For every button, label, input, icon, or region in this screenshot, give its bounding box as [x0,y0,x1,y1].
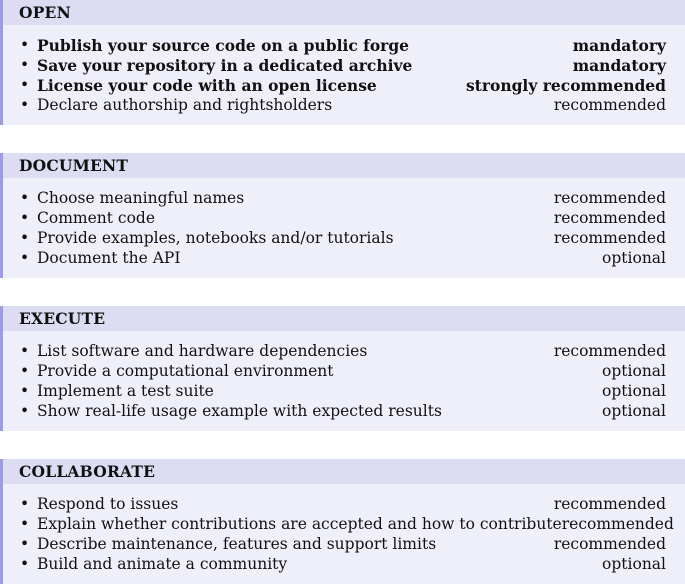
bullet-icon: • [20,535,30,553]
section-list [3,25,685,125]
list-item [3,55,685,75]
requirement-level: mandatory [572,35,666,55]
requirement-level: optional [602,382,666,400]
list-item [3,75,685,95]
bullet-icon: • [20,555,30,573]
section-open [0,0,685,125]
bullet-icon: • [20,96,30,114]
list-item [3,361,685,381]
list-item [3,208,685,228]
requirement-level: recommended [553,96,666,114]
list-item [3,401,685,421]
item-text: Implement a test suite [37,382,214,400]
bullet-icon: • [20,76,30,94]
requirement-level: recommended [553,342,666,360]
item-text: Publish your source code on a public forge [37,35,410,55]
bullet-icon: • [20,515,30,533]
list-item [3,248,685,268]
item-text: Declare authorship and rightsholders [37,96,333,114]
list-item [3,494,685,514]
requirement-level: strongly recommended [465,75,666,95]
list-item [3,35,685,55]
item-text: Provide a computational environment [37,362,334,380]
requirement-level: recommended [553,495,666,513]
item-text: List software and hardware dependencies [37,342,368,360]
section-title: EXECUTE [3,306,685,331]
item-text: Explain whether contributions are accepted and how to contribute [37,515,562,533]
list-item [3,514,685,534]
list-item [3,534,685,554]
requirement-level: optional [602,402,666,420]
section-title: DOCUMENT [3,153,685,178]
bullet-icon: • [20,342,30,360]
section-list [3,484,685,584]
section-execute [0,306,685,431]
section-title: OPEN [3,0,685,25]
requirement-level: recommended [561,515,674,533]
list-item [3,554,685,574]
requirement-level: recommended [553,209,666,227]
item-text: Comment code [37,209,156,227]
section-collaborate [0,459,685,584]
requirement-level: optional [602,362,666,380]
item-text: Save your repository in a dedicated archive [37,55,413,75]
list-item [3,228,685,248]
bullet-icon: • [20,209,30,227]
section-list [3,331,685,431]
section-title: COLLABORATE [3,459,685,484]
requirement-level: mandatory [572,55,666,75]
item-text: Build and animate a community [37,555,288,573]
item-text: Describe maintenance, features and support limits [37,535,437,553]
bullet-icon: • [20,229,30,247]
requirement-level: optional [602,249,666,267]
item-text: License your code with an open license [37,75,377,95]
list-item [3,188,685,208]
bullet-icon: • [20,36,30,54]
bullet-icon: • [20,249,30,267]
bullet-icon: • [20,189,30,207]
bullet-icon: • [20,362,30,380]
item-text: Show real-life usage example with expected results [37,402,442,420]
bullet-icon: • [20,382,30,400]
bullet-icon: • [20,402,30,420]
requirement-level: recommended [553,189,666,207]
section-document [0,153,685,278]
item-text: Provide examples, notebooks and/or tutorials [37,229,394,247]
list-item [3,95,685,115]
item-text: Document the API [37,249,181,267]
bullet-icon: • [20,56,30,74]
list-item [3,341,685,361]
item-text: Choose meaningful names [37,189,245,207]
bullet-icon: • [20,495,30,513]
list-item [3,381,685,401]
item-text: Respond to issues [37,495,179,513]
requirement-level: optional [602,555,666,573]
section-list [3,178,685,278]
requirement-level: recommended [553,229,666,247]
requirement-level: recommended [553,535,666,553]
